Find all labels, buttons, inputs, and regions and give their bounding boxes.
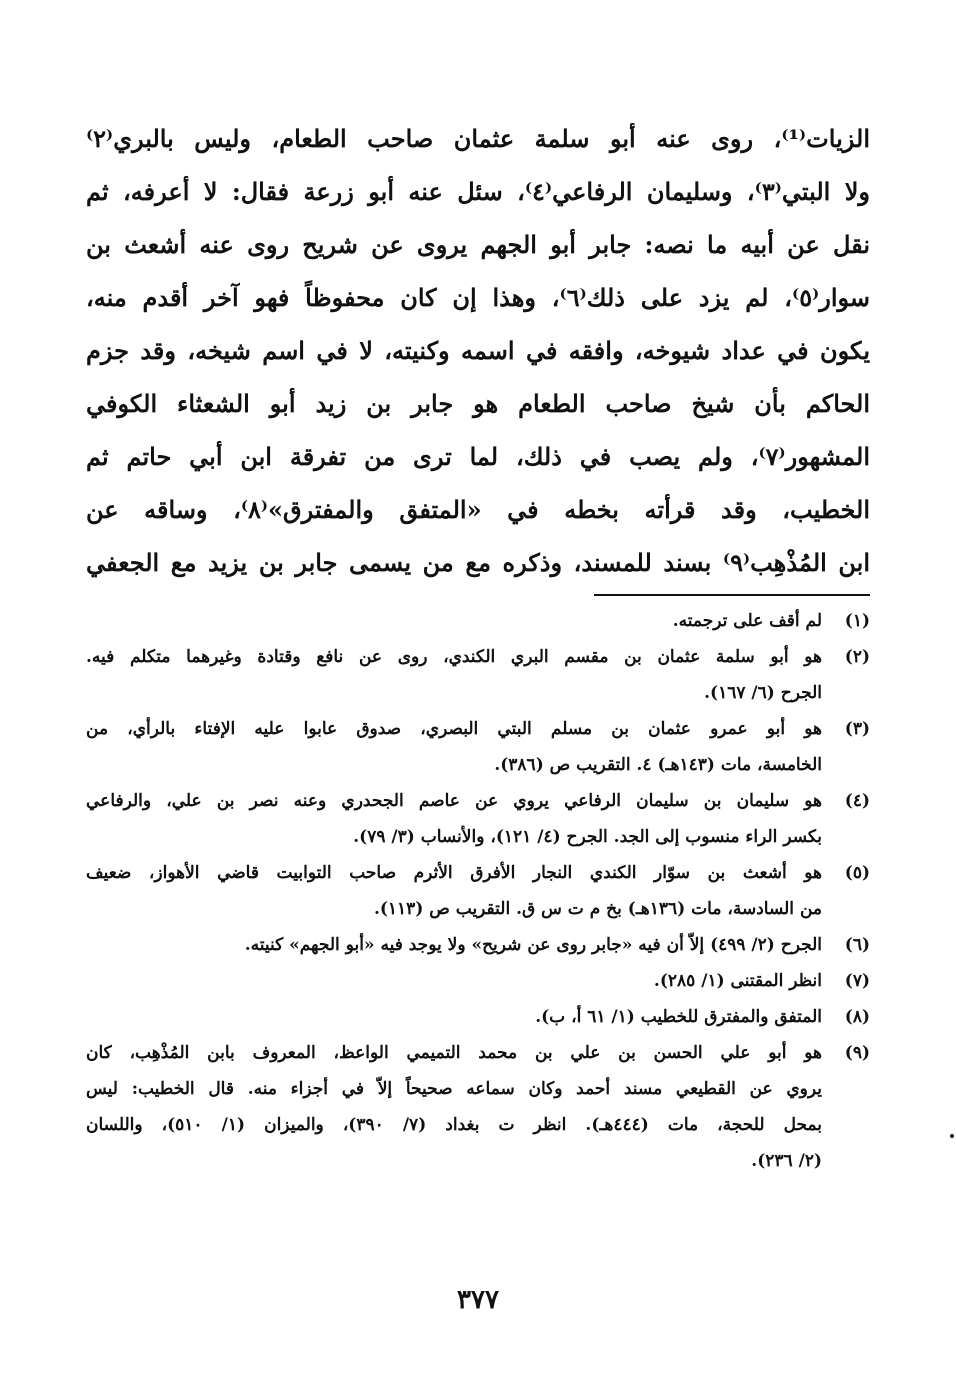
main-text-line: الحاكم بأن شيخ صاحب الطعام هو جابر بن زيد أبو الشعثاء الكوفي — [86, 389, 870, 418]
footnote-line: لم أقف على ترجمته. — [672, 611, 822, 631]
footnote-2 — [86, 639, 870, 711]
main-text-line: ابن المُذْهِب⁽٩⁾ بسند للمسند، وذكره مع من يسمى جابر بن يزيد مع الجعفي — [86, 548, 870, 577]
footnote-1 — [86, 603, 870, 639]
footnote-line: المتفق والمفترق للخطيب (١/ ٦١ أ، ب). — [535, 1007, 822, 1027]
margin-dot — [950, 1134, 954, 1138]
footnote-7 — [86, 963, 870, 999]
footnote-line: (٢/ ٢٣٦). — [751, 1151, 822, 1171]
main-text-line: الزيات⁽¹⁾، روى عنه أبو سلمة عثمان صاحب الطعام، وليس بالبري⁽٢⁾ — [86, 124, 870, 153]
footnote-line: انظر المقتنى (١/ ٢٨٥). — [653, 971, 822, 991]
footnote-line: الخامسة، مات (١٤٣هـ) ٤. التقريب ص (٣٨٦). — [494, 755, 822, 775]
page-number: ٣٧٧ — [457, 1285, 499, 1315]
footnote-number: (٤) — [844, 791, 870, 811]
main-text-line: الخطيب، وقد قرأته بخطه في «المتفق والمفترق»⁽٨⁾، وساقه عن — [86, 495, 870, 524]
footnote-line: الجرح (٢/ ٤٩٩) إلاّ أن فيه «جابر روى عن شريح» ولا يوجد فيه «أبو الجهم» كنيته. — [244, 935, 822, 955]
footnote-6 — [86, 927, 870, 963]
footnote-line: الجرح (٦/ ١٦٧). — [704, 683, 822, 703]
footnote-9 — [86, 1035, 870, 1179]
footnote-5 — [86, 855, 870, 927]
footnote-line: هو سليمان بن سليمان الرفاعي يروي عن عاصم الجحدري وعنه نصر بن علي، والرفاعي — [86, 791, 822, 811]
footnote-line: هو أبو علي الحسن بن علي بن محمد التميمي الواعظ، المعروف بابن المُذْهِب، كان — [86, 1043, 822, 1063]
footnote-8 — [86, 999, 870, 1035]
footnote-separator — [594, 594, 870, 596]
main-text-line: يكون في عداد شيوخه، وافقه في اسمه وكنيته، لا في اسم شيخه، وقد جزم — [86, 336, 870, 365]
footnote-number: (٧) — [844, 971, 870, 991]
footnote-line: هو أبو سلمة عثمان بن مقسم البري الكندي، روى عن نافع وقتادة وغيرهما متكلم فيه. — [86, 647, 822, 667]
footnote-number: (١) — [844, 611, 870, 631]
footnote-4 — [86, 783, 870, 855]
footnote-line: من السادسة، مات (١٣٦هـ) بخ م ت س ق. التقريب ص (١١٣). — [373, 899, 822, 919]
main-text-line: المشهور⁽٧⁾، ولم يصب في ذلك، لما ترى من تفرقة ابن أبي حاتم ثم — [86, 442, 870, 471]
footnote-line: بمحل للحجة، مات (٤٤٤هـ). انظر ت بغداد (٧/ ٣٩٠)، والميزان (١/ ٥١٠)، واللسان — [86, 1115, 822, 1135]
footnote-line: هو أشعث بن سوّار الكندي النجار الأفرق الأثرم صاحب التوابيت قاضي الأهواز، ضعيف — [86, 863, 822, 883]
footnote-3 — [86, 711, 870, 783]
footnote-line: يروي عن القطيعي مسند أحمد وكان سماعه صحيحاً إلاّ في أجزاء منه. قال الخطيب: ليس — [86, 1079, 822, 1099]
footnote-number: (٢) — [844, 647, 870, 667]
footnote-number: (٨) — [844, 1007, 870, 1027]
footnote-number: (٣) — [844, 719, 870, 739]
footnote-number: (٩) — [844, 1043, 870, 1063]
main-text-line: سوار⁽٥⁾، لم يزد على ذلك⁽٦⁾، وهذا إن كان محفوظاً فهو آخر أقدم منه، — [86, 283, 870, 312]
main-text-block — [86, 112, 870, 589]
main-text-line: ولا البتي⁽٣⁾، وسليمان الرفاعي⁽٤⁾، سئل عنه أبو زرعة فقال: لا أعرفه، ثم — [86, 177, 870, 206]
footnote-number: (٦) — [844, 935, 870, 955]
footnote-line: بكسر الراء منسوب إلى الجد. الجرح (٤/ ١٢١)، والأنساب (٣/ ٧٩). — [353, 827, 822, 847]
footnotes-list — [86, 603, 870, 1179]
footnote-number: (٥) — [844, 863, 870, 883]
footnote-line: هو أبو عمرو عثمان بن مسلم البتي البصري، صدوق عابوا عليه الإفتاء بالرأي، من — [86, 719, 822, 739]
main-text-line: نقل عن أبيه ما نصه: جابر أبو الجهم يروى عن شريح روى عنه أشعث بن — [86, 230, 870, 259]
